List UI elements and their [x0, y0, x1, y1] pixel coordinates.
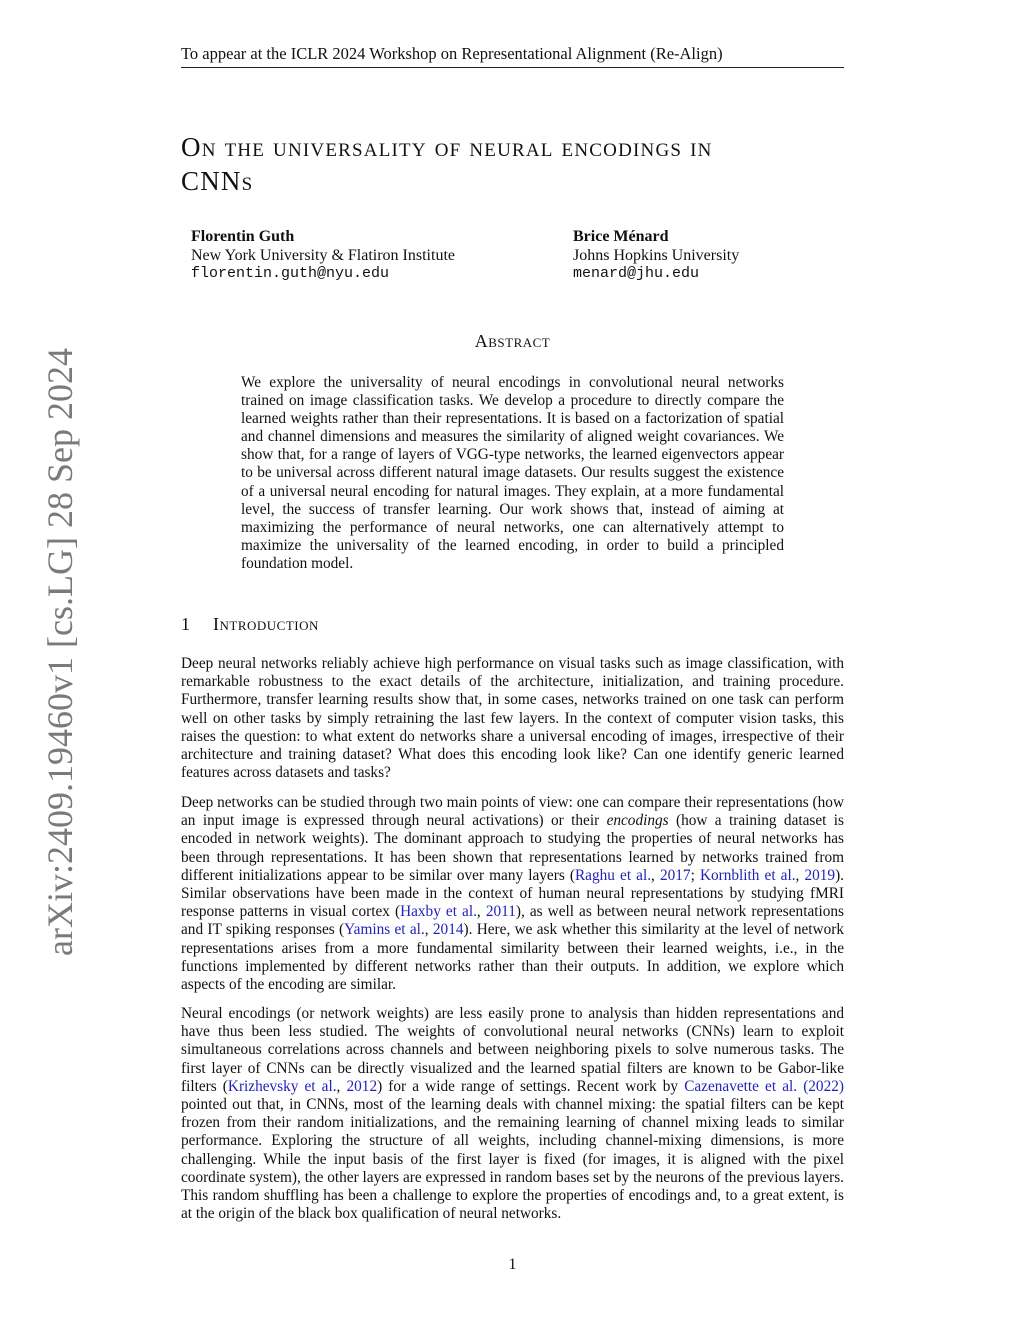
abstract-text: We explore the universality of neural encodings in convolutional neural networks trained on image classification tasks. We develop a procedure to directly compare the learned weights rather than their representations. It is based on a factorization of spatial and channel dimensions and measures the similarity of aligned weight covariances. We show that, for a range of layers of VGG-type networks, the learned eigenvectors appear to be universal across different natural image datasets. Our results suggest the existence of a universal neural encoding for natural images. They explain, at a more fundamental level, the success of transfer learning. Our work shows that, instead of aiming at maximizing the performance of neural networks, one can alternatively attempt to maximize the universality of the learned encoding, in order to build a principled foundation model.: [241, 374, 784, 572]
author-email[interactable]: florentin.guth@nyu.edu: [191, 265, 390, 282]
text-run: Deep networks can be studied through two main points of view: one can compare their representations (how an input image is expressed through neural activations) or their: [181, 794, 844, 830]
citation-year-link[interactable]: 2014: [432, 921, 464, 939]
paper-title: [181, 130, 844, 198]
section-number: 1: [181, 614, 190, 634]
text-run: Neural encodings (or network weights) are less easily prone to analysis than hidden representations and have thus been less studied. The weights of convolutional neural networks (CNNs) learn to exploit simultaneous correlations across channels and between neighboring pixels to solve numerous tasks. The first layer of CNNs can be directly visualized and the learned spatial filters are known to be Gabor-like filters (: [181, 1005, 844, 1095]
author-block-1: [191, 228, 455, 284]
citation-year-link[interactable]: (2022): [803, 1077, 844, 1095]
author-block-2: [573, 228, 739, 284]
abstract-heading: Abstract: [474, 331, 551, 351]
text-run: (how a training dataset is encoded in network weights). The dominant approach to studying the properties of neural networks has been through representations. It has been shown that representations learned by networks trained from different initializations appear to be similar over many layers (: [181, 812, 844, 884]
page-number: 1: [508, 1256, 517, 1273]
running-header: To appear at the ICLR 2024 Workshop on Representational Alignment (Re-Align): [181, 44, 844, 68]
text-run: ). Similar observations have been made in the context of human neural representations by studying fMRI response patterns in visual cortex (: [181, 866, 844, 921]
text-run: ) for a wide range of settings. Recent work by: [377, 1077, 685, 1095]
author-name: Florentin Guth: [191, 228, 295, 245]
citation-year-link[interactable]: 2019: [804, 866, 836, 884]
intro-paragraph-1: Deep neural networks reliably achieve high performance on visual tasks such as image classification, with remarkable robustness to the exact details of the architecture, initialization, and training procedure. Furthermore, transfer learning results show that, in some cases, networks trained on one task can perform well on other tasks by simply retraining the last few layers. In the context of computer vision tasks, this raises the question: to what extent do networks share a universal encoding of images, irrespective of their architecture and training dataset? What does this encoding look like? Can one identify generic learned features across datasets and tasks?: [181, 655, 844, 782]
intro-paragraph-3: Neural encodings (or network weights) are less easily prone to analysis than hidden representations and have thus been less studied. The weights of convolutional neural networks (CNNs) learn to exploit simultaneous correlations across channels and between neighboring pixels to solve numerous tasks. The first layer of CNNs can be directly visualized and the learned spatial filters are known to be Gabor-like filters (Krizhevsky et al., 2012) for a wide range of settings. Recent work by Cazenavette et al. (2022) pointed out that, in CNNs, most of the learning deals with channel mixing: the spatial filters can be kept frozen from their random initializations, and the remaining learning of channel mixing leads to similar performance. Exploring the structure of all weights, including channel-mixing dimensions, is more challenging. While the input basis of the first layer is fixed (for images, it is aligned with the pixel coordinate system), the other layers are expressed in random bases set by the neurons of the previous layers. This random shuffling has been a challenge to explore the properties of encodings and, to a great extent, is at the origin of the black box qualification of neural networks.: [181, 1005, 844, 1223]
text-run: ). Here, we ask whether this similarity at the level of network representations arises from a more fundamental similarity between their learned weights, i.e., in the functions implemented by different networks rather than their outputs. In addition, we explore which aspects of the encoding are similar.: [181, 921, 844, 994]
intro-paragraph-2: Deep networks can be studied through two main points of view: one can compare their representations (how an input image is expressed through neural activations) or their encodings (how a training dataset is encoded in network weights). The dominant approach to studying the properties of neural networks has been through representations. It has been shown that representations learned by networks trained from different initializations appear to be similar over many layers (Raghu et al., 2017; Kornblith et al., 2019). Similar observations have been made in the context of human neural representations by studying fMRI response patterns in visual cortex (Haxby et al., 2011), as well as between neural network representations and IT spiking responses (Yamins et al., 2014). Here, we ask whether this similarity at the level of network representations arises from a more fundamental similarity between their learned weights, i.e., in the functions implemented by different networks rather than their outputs. In addition, we explore which aspects of the encoding are similar.: [181, 794, 844, 994]
author-email[interactable]: menard@jhu.edu: [573, 265, 700, 282]
citation-year-link[interactable]: 2012: [346, 1077, 378, 1095]
text-run: ), as well as between neural network representations and IT spiking responses (: [181, 903, 844, 939]
citation-year-link[interactable]: 2017: [659, 866, 691, 884]
author-affiliation: Johns Hopkins University: [573, 246, 740, 264]
citation-link[interactable]: Kornblith et al.: [699, 866, 796, 884]
title-line-1: On the universality of neural encodings in: [181, 132, 713, 162]
arxiv-stamp[interactable]: arXiv:2409.19460v1 [cs.LG] 28 Sep 2024: [40, 348, 80, 956]
section-heading-introduction: [181, 613, 844, 635]
title-line-2: CNNs: [181, 166, 254, 196]
text-run: ;: [690, 866, 700, 884]
text-run: pointed out that, in CNNs, most of the learning deals with channel mixing: the spatial filters can be kept frozen from their random initializations, and the remaining learning of channel mixing leads to similar performance. Exploring the structure of all weights, including channel-mixing dimensions, is more challenging. While the input basis of the first layer is fixed (for images, it is aligned with the pixel coordinate system), the other layers are expressed in random bases set by the neurons of the previous layers. This random shuffling has been a challenge to explore the properties of encodings and, to a great extent, is at the origin of the black box qualification of neural networks.: [181, 1096, 844, 1223]
citation-link[interactable]: Yamins et al.: [344, 921, 425, 939]
citation-link[interactable]: Krizhevsky et al.: [227, 1077, 337, 1095]
section-title: Introduction: [213, 614, 319, 634]
emphasis-encodings: encodings: [606, 812, 669, 830]
author-name: Brice Ménard: [573, 228, 669, 245]
citation-link[interactable]: Haxby et al.: [400, 903, 477, 921]
author-affiliation: New York University & Flatiron Institute: [191, 246, 455, 264]
citation-year-link[interactable]: 2011: [485, 903, 516, 921]
citation-link[interactable]: Cazenavette et al.: [684, 1077, 798, 1095]
citation-link[interactable]: Raghu et al.: [574, 866, 652, 884]
